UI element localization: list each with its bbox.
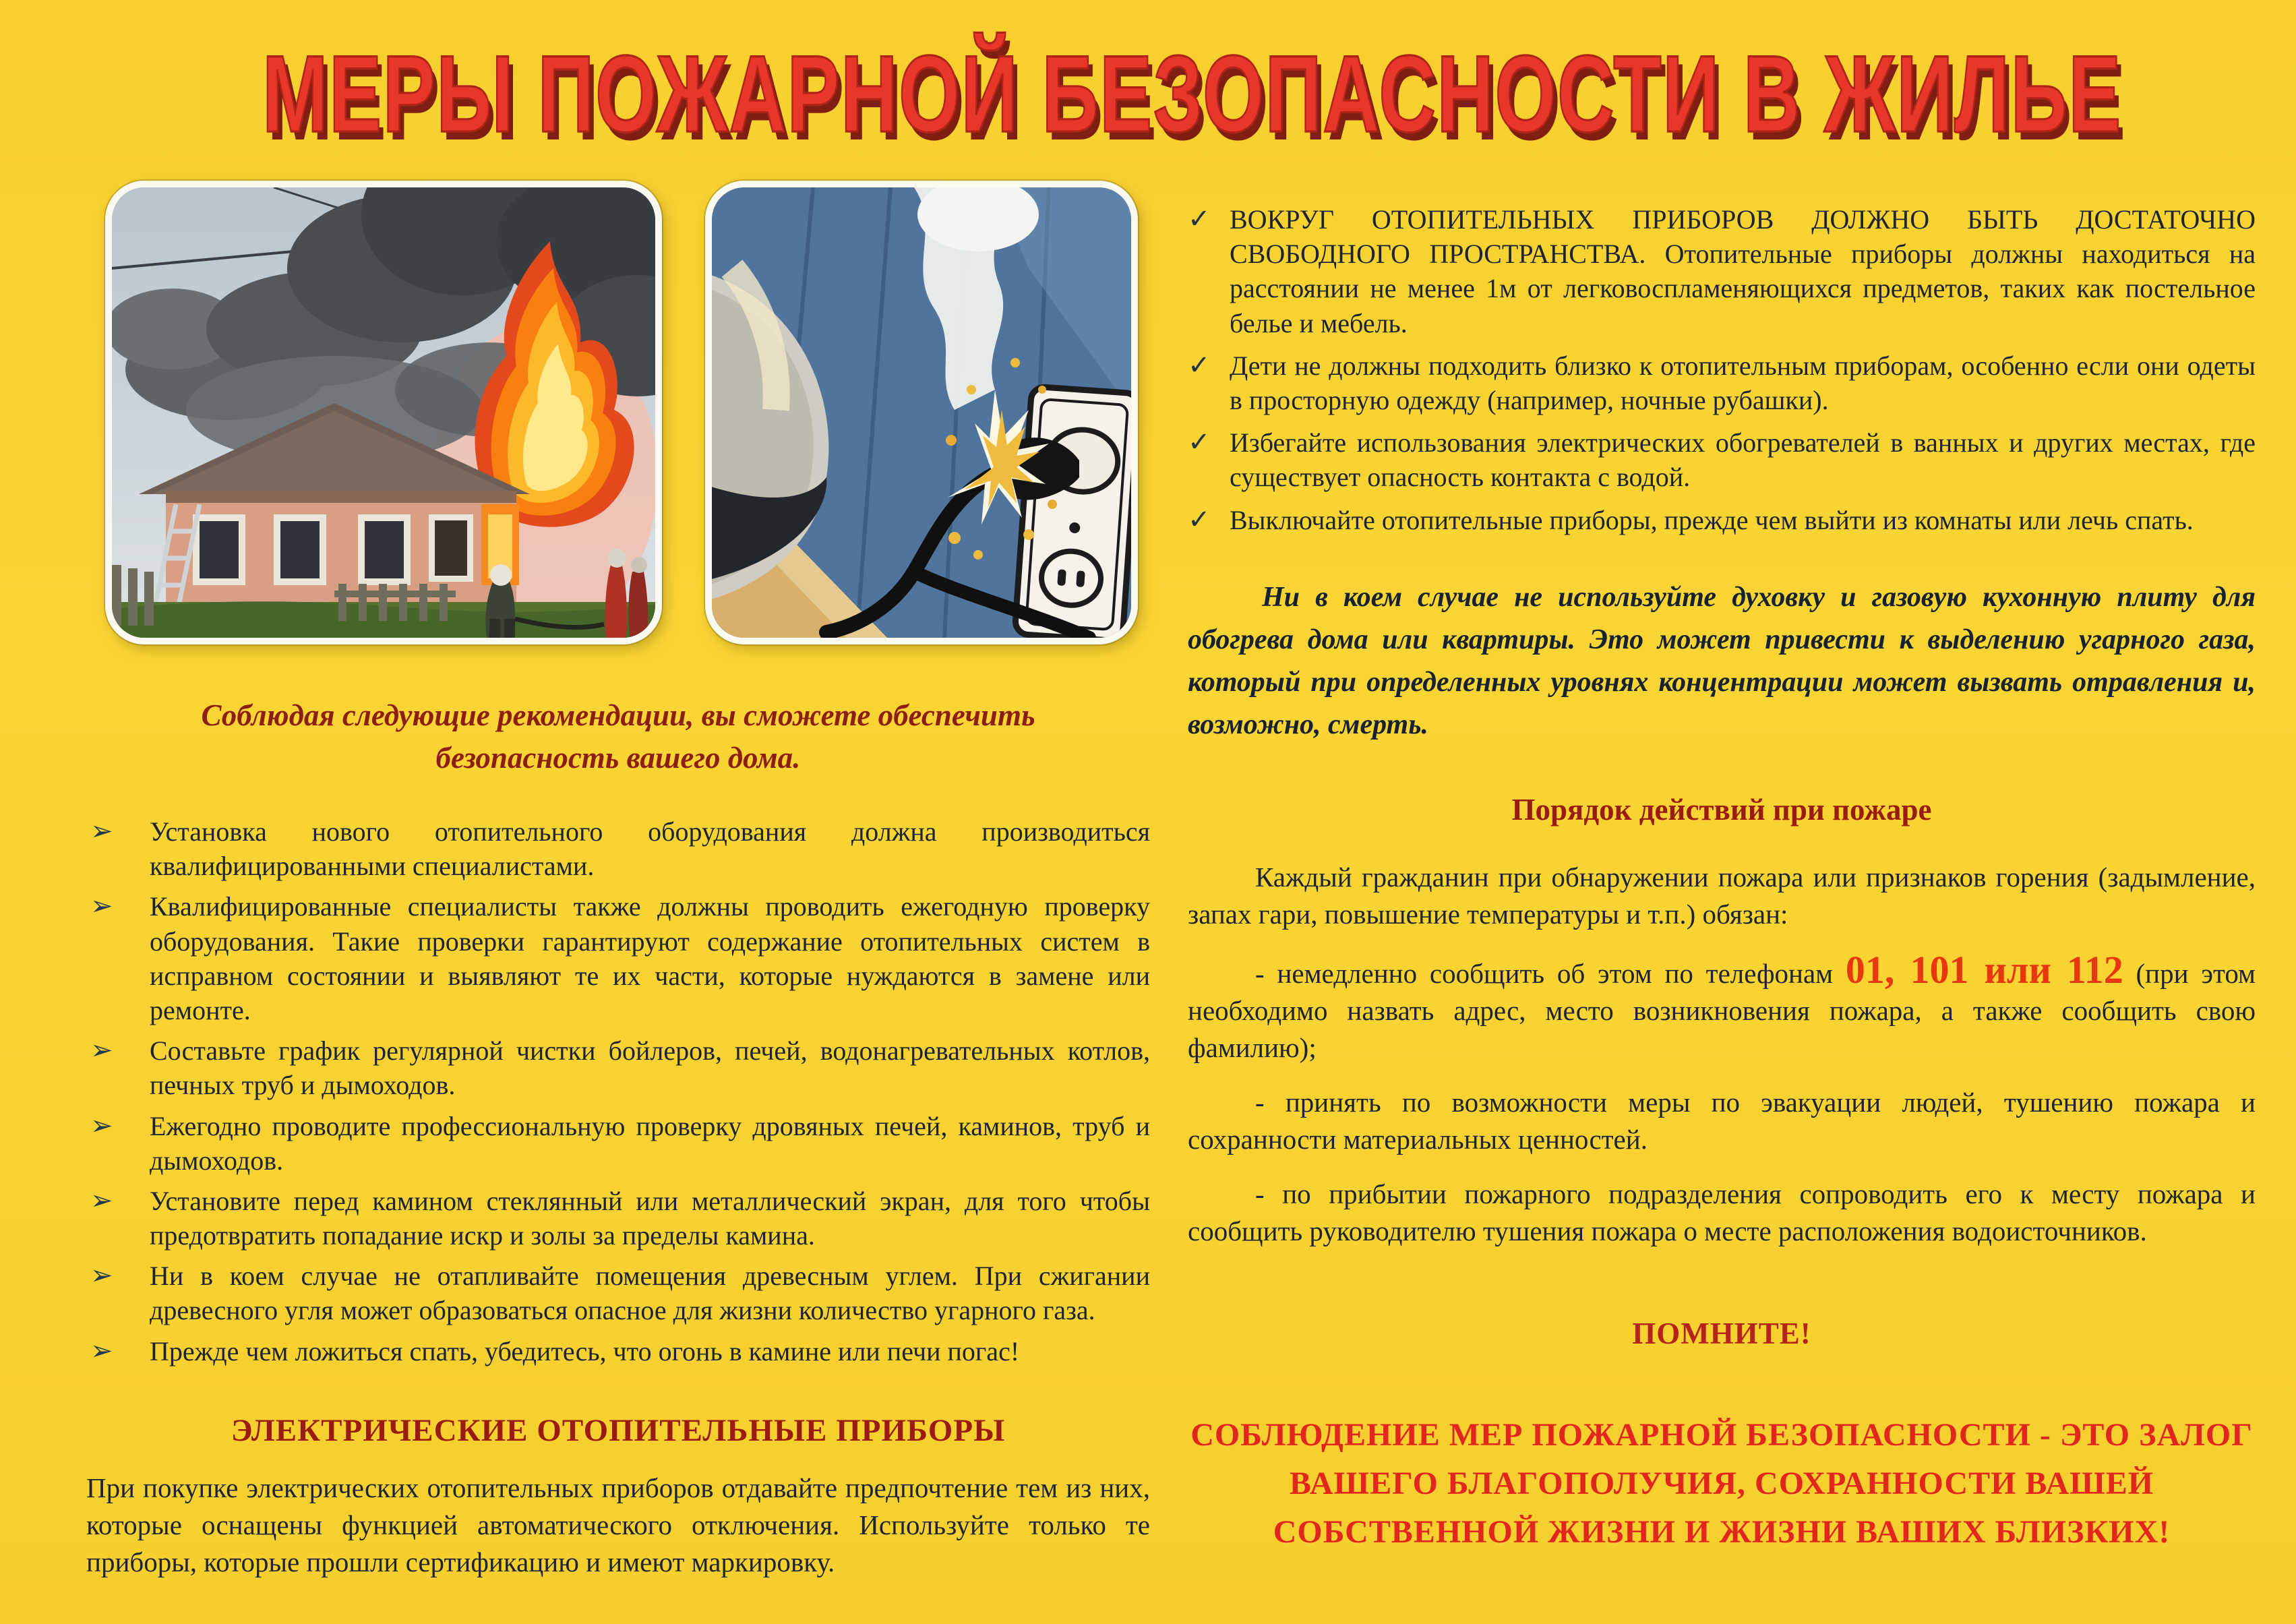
list-item: [1188, 349, 2256, 417]
check-bullet-icon: ✓: [1188, 427, 1211, 458]
section-title-fire-actions: Порядок действий при пожаре: [1511, 792, 1932, 826]
action-meet-firefighters: - по прибытии пожарного подразделения сопроводить его к месту пожара и сообщить руководителю тушения пожара о месте расположения водоисточников.: [1188, 1178, 2256, 1246]
action-text-pre: - немедленно сообщить об этом по телефонам: [1255, 958, 1846, 990]
burning-house-photo: [105, 181, 662, 644]
list-item: [86, 1184, 1150, 1253]
arrow-bullet-icon: ➢: [90, 1184, 113, 1216]
list-item: [86, 889, 1150, 1027]
list-item: [1188, 503, 2256, 537]
list-item-text: Установите перед камином стеклянный или металлический экран, для того чтобы предотвратить попадание искр и золы за пределы камина.: [150, 1185, 1150, 1251]
check-bullet-icon: ✓: [1188, 504, 1211, 535]
final-statement: СОБЛЮДЕНИЕ МЕР ПОЖАРНОЙ БЕЗОПАСНОСТИ - ЭТО ЗАЛОГ ВАШЕГО БЛАГОПОЛУЧИЯ, СОХРАННОСТИ ВАШЕЙ СОБСТВЕННОЙ ЖИЗНИ И ЖИЗНИ ВАШИХ БЛИЗКИХ!: [1190, 1417, 2253, 1551]
action-text-post: (при этом необходимо назвать адрес, место возникновения пожара, а также сообщить свою фамилию);: [1188, 958, 2256, 1064]
heater-safety-checklist: [1188, 202, 2256, 537]
oven-warning-text: Ни в коем случае не используйте духовку и газовую кухонную плиту для обогрева дома или квартиры. Это может привести к выделению угарного газа, который при определенных уровнях концентрации может вызвать отравления и, возможно, смерть.: [1188, 581, 2256, 740]
list-item-text: Прежде чем ложиться спать, убедитесь, что огонь в камине или печи погас!: [150, 1335, 1020, 1366]
intro-statement: Соблюдая следующие рекомендации, вы сможете обеспечить безопасность вашего дома.: [201, 698, 1035, 775]
list-item: [86, 1334, 1150, 1369]
remember-heading: ПОМНИТЕ!: [1632, 1316, 1811, 1350]
emergency-phone-numbers: 01, 101 или 112: [1845, 948, 2123, 992]
heating-recommendations-list: [86, 814, 1150, 1369]
section-title-electric-heaters: ЭЛЕКТРИЧЕСКИЕ ОТОПИТЕЛЬНЫЕ ПРИБОРЫ: [231, 1412, 1006, 1448]
list-item: [86, 1109, 1150, 1178]
outlet-plate: [1015, 386, 1131, 638]
list-item-text: Ежегодно проводите профессиональную проверку дровяных печей, каминов, труб и дымоходов.: [150, 1110, 1150, 1176]
electric-heaters-text: При покупке электрических отопительных приборов отдавайте предпочтение тем из них, которые оснащены функцией автоматического отключения. Используйте только те приборы, которые прошли сертификацию и имеют маркировку.: [86, 1472, 1150, 1577]
list-item-text: ВОКРУГ ОТОПИТЕЛЬНЫХ ПРИБОРОВ ДОЛЖНО БЫТЬ ДОСТАТОЧНО СВОБОДНОГО ПРОСТРАНСТВА. Отопительные приборы должны находиться на расстоянии не менее 1м от легковоспламеняющихся предметов, таких как постельное белье и мебель.: [1230, 204, 2256, 338]
arrow-bullet-icon: ➢: [90, 1335, 113, 1366]
check-bullet-icon: ✓: [1188, 349, 1211, 381]
arrow-bullet-icon: ➢: [90, 891, 113, 922]
header: [0, 31, 2296, 155]
list-item-text: Избегайте использования электрических обогревателей в ванных и других местах, где существует опасность контакта с водой.: [1230, 427, 2256, 493]
list-item-text: Составьте график регулярной чистки бойлеров, печей, водонагревательных котлов, печных труб и дымоходов.: [150, 1035, 1150, 1101]
page-title: МЕРЫ ПОЖАРНОЙ БЕЗОПАСНОСТИ В ЖИЛЬЕ: [262, 32, 2122, 155]
right-column: [1188, 202, 2256, 1557]
arrow-bullet-icon: ➢: [90, 1260, 113, 1292]
list-item: [86, 1033, 1150, 1102]
left-column: [86, 694, 1150, 1581]
outlet-spark-photo: [705, 181, 1138, 644]
action-evacuate: - принять по возможности меры по эвакуации людей, тушению пожара и сохранности материальных ценностей.: [1188, 1086, 2256, 1155]
action-call-fire-service: [1188, 948, 2256, 1066]
list-item-text: Выключайте отопительные приборы, прежде чем выйти из комнаты или лечь спать.: [1230, 504, 2194, 535]
list-item: [1188, 202, 2256, 340]
list-item-text: Установка нового отопительного оборудования должна производиться квалифицированными специалистами.: [150, 816, 1150, 882]
fire-actions-intro: Каждый гражданин при обнаружении пожара или признаков горения (задымление, запах гари, повышение температуры и т.п.) обязан:: [1188, 862, 2256, 930]
list-item-text: Ни в коем случае не отапливайте помещения древесным углем. При сжигании древесного угля может образоваться опасное для жизни количество угарного газа.: [150, 1261, 1150, 1326]
outlet-spark-illustration: [712, 187, 1131, 638]
arrow-bullet-icon: ➢: [90, 816, 113, 847]
arrow-bullet-icon: ➢: [90, 1035, 113, 1066]
list-item: [1188, 425, 2256, 494]
list-item: [86, 1259, 1150, 1327]
check-bullet-icon: ✓: [1188, 204, 1211, 235]
arrow-bullet-icon: ➢: [90, 1110, 113, 1141]
list-item-text: Дети не должны подходить близко к отопительным приборам, особенно если они одеты в просторную одежду (например, ночные рубашки).: [1230, 350, 2256, 415]
burning-house-illustration: [112, 187, 655, 638]
list-item: [86, 814, 1150, 883]
list-item-text: Квалифицированные специалисты также должны проводить ежегодную проверку оборудования. Такие проверки гарантируют содержание отопительных систем в исправном состоянии и выявляют те их части, которые нуждаются в замене или ремонте.: [150, 891, 1150, 1025]
